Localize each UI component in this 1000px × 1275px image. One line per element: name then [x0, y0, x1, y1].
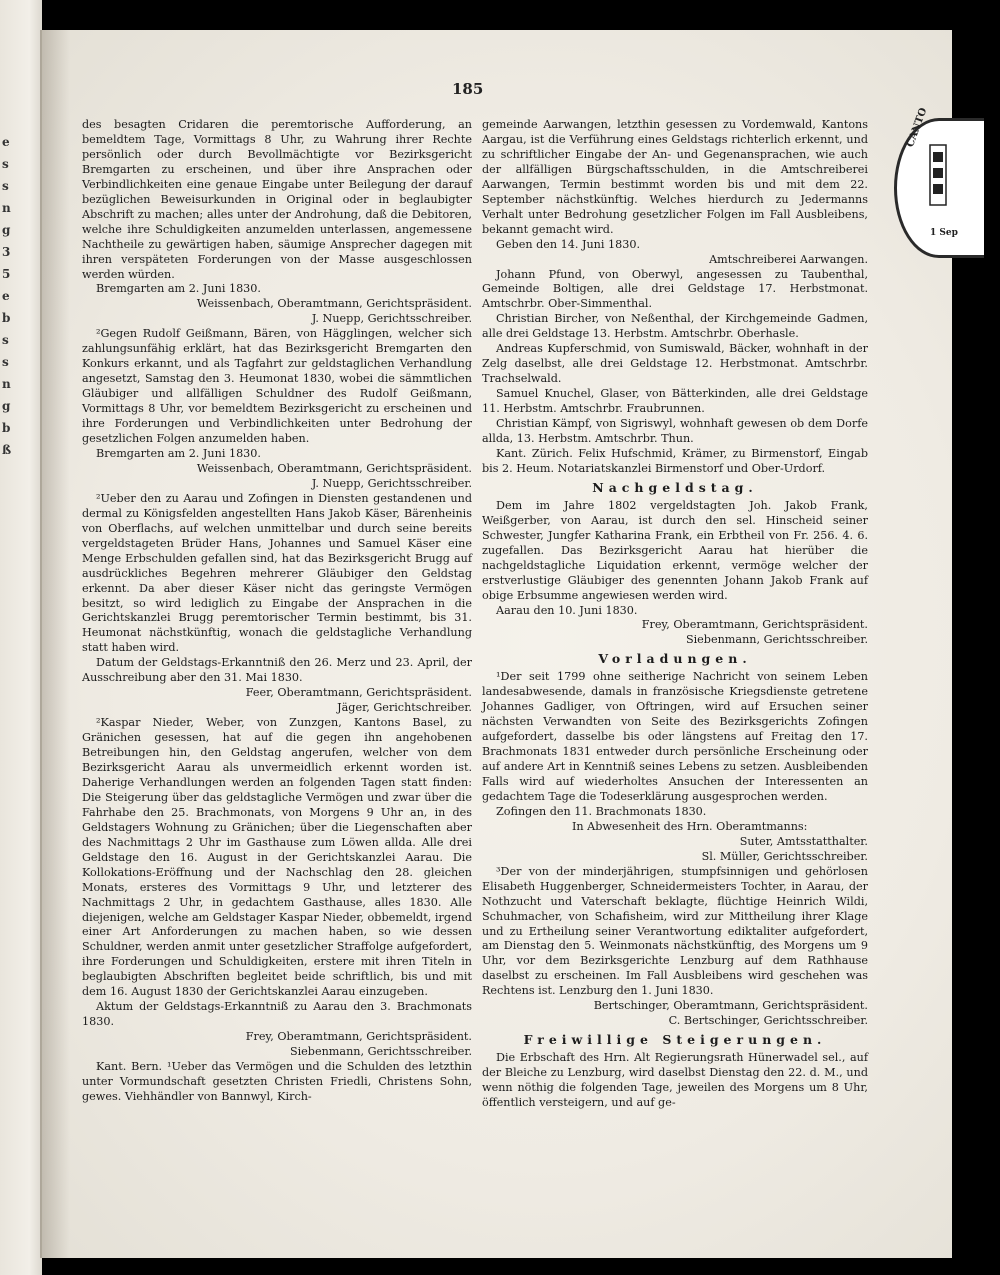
left-paragraph-2: Weissenbach, Oberamtmann, Gerichtspräsident. [196, 297, 472, 311]
left-paragraph-4: ²Gegen Rudolf Geißmann, Bären, von Hägglingen, welcher sich zahlungsunfähig erklärt, hat das Bezirksgericht Bremgarten den Konkurs erkannt, und als Tagfahrt zur geldstaglichen Verhandlung angesetzt, Samstag den 3. Heumonat 1830, wobei die sämmtlichen Gläubiger und allfälligen Schuldner des Rudolf Geißmann, Vormittags 8 Uhr, vor bemeldtem Bezirksgericht zu erscheinen und ihre Forderungen und Verbindlichkeiten unter Bedrohung der gesetzlichen Folgen anzumelden haben. [82, 327, 472, 446]
prev-page-fragment: s [2, 157, 9, 171]
right-paragraph-16: Zofingen den 11. Brachmonats 1830. [496, 804, 707, 818]
left-paragraph-15: Siebenmann, Gerichtsschreiber. [289, 1045, 472, 1059]
right-paragraph-1: Geben den 14. Juni 1830. [496, 237, 641, 251]
right-paragraph-9: Nachgeldstag. [592, 479, 758, 495]
prev-page-fragment: n [2, 377, 11, 391]
prev-page-fragment: g [2, 399, 11, 413]
right-paragraph-14: Vorladungen. [598, 651, 752, 667]
left-paragraph-1: Bremgarten am 2. Juni 1830. [96, 282, 261, 296]
prev-page-fragment: e [2, 289, 10, 303]
left-paragraph-0: des besagten Cridaren die peremtorische Aufforderung, an bemeldtem Tage, Vormittags 8 Uhr, zu Wahrung ihrer Rechte persönlich oder durch Bevollmächtigte vor Bezirksgericht Bremgarten zu erscheinen, und über ihre Ansprachen oder Verbindlichkeiten eine genaue Eingabe unter Beilegung der darauf bezüglichen Beweisurkunden in Original oder in beglaubigter Abschrift zu machen; alles unter der Androhung, daß die Debitoren, welche ihre Schuldigkeiten anzumelden unterlassen, angemessene Nachtheile zu gewärtigen haben, säumige Ansprecher dagegen mit ihren verspäteten Forderungen von der Masse ausgeschlossen werden würden. [82, 118, 472, 281]
right-paragraph-3: Johann Pfund, von Oberwyl, angesessen zu Taubenthal, Gemeinde Boltigen, alle drei Geldstage 17. Herbstmonat. Amtschrbr. Ober-Simmenthal. [482, 267, 868, 311]
right-paragraph-12: Frey, Oberamtmann, Gerichtspräsident. [641, 618, 868, 632]
left-paragraph-6: Weissenbach, Oberamtmann, Gerichtspräsident. [196, 461, 472, 475]
right-paragraph-8: Kant. Zürich. Felix Hufschmid, Krämer, zu Birmenstorf, Eingab bis 2. Heum. Notariatskanzlei Birmenstorf und Ober-Urdorf. [482, 446, 868, 475]
previous-page-edge [0, 0, 42, 1275]
left-paragraph-7: J. Nuepp, Gerichtsschreiber. [311, 476, 472, 490]
left-paragraph-8: ²Ueber den zu Aarau und Zofingen in Diensten gestandenen und dermal zu Königsfelden angestellten Hans Jakob Käser, Bärenheinis von Oberflachs, auf welchen unmittelbar und durch seine bereits vergeldstageten Brüder Hans, Johannes und Samuel Käser eine Menge Erbschulden gefallen sind, hat das Bezirksgericht Brugg auf ausdrückliches Begehren mehrerer Gläubiger den Geldstag erkennt. Da aber dieser Käser nicht das geringste Vermögen besitzt, so wird lediglich zu Eingabe der Ansprachen in die Gerichtskanzlei Brugg peremtorischer Termin bestimmt, bis 31. Heumonat nächstkünftig, wonach die geldstagliche Verhandlung statt haben wird. [82, 491, 472, 655]
left-paragraph-16: Kant. Bern. ¹Ueber das Vermögen und die Schulden des letzthin unter Vormundschaft gesetzten Christen Friedli, Christens Sohn, gewes. Viehhändler von Bannwyl, Kirch- [82, 1060, 472, 1103]
right-paragraph-23: Freiwillige Steigerungen. [523, 1032, 827, 1048]
right-column [482, 118, 868, 1111]
left-paragraph-10: Feer, Oberamtmann, Gerichtspräsident. [245, 686, 472, 700]
prev-page-fragment: ß [2, 443, 12, 457]
right-paragraph-2: Amtschreiberei Aarwangen. [709, 252, 868, 266]
right-paragraph-4: Christian Bircher, von Neßenthal, der Kirchgemeinde Gadmen, alle drei Geldstage 13. Herbstm. Amtschrbr. Oberhasle. [482, 312, 868, 341]
left-paragraph-5: Bremgarten am 2. Juni 1830. [96, 446, 261, 460]
right-paragraph-24: Die Erbschaft des Hrn. Alt Regierungsrath Hünerwadel sel., auf der Bleiche zu Lenzburg, wird daselbst Dienstag den 22. d. M., und wenn nöthig die folgenden Tage, jeweilen des Morgens um 8 Uhr, öffentlich versteigern, und auf ge- [482, 1051, 868, 1109]
right-paragraph-6: Samuel Knuchel, Glaser, von Bätterkinden, alle drei Geldstage 11. Herbstm. Amtschrbr. Fraubrunnen. [482, 387, 868, 416]
prev-page-fragment: n [2, 201, 11, 215]
right-paragraph-5: Andreas Kupferschmid, von Sumiswald, Bäcker, wohnhaft in der Zelg daselbst, alle drei Geldstage 12. Herbstmonat. Amtschrbr. Trachselwald. [482, 342, 868, 386]
page-number: 185 [452, 80, 484, 98]
right-paragraph-7: Christian Kämpf, von Sigriswyl, wohnhaft gewesen ob dem Dorfe allda, 13. Herbstm. Amtschrbr. Thun. [482, 417, 868, 446]
prev-page-fragment: g [2, 223, 11, 237]
right-paragraph-10: Dem im Jahre 1802 vergeldstagten Joh. Jakob Frank, Weißgerber, von Aarau, ist durch den sel. Hinscheid seiner Schwester, Jungfer Katharina Frank, ein Erbtheil von Fr. 256. 4. 6. zugefallen. Das Bezirksgericht Aarau hat hierüber die nachgeldstagliche Liquidation erkennt, vermöge welcher der erstverlustige Gläubiger des genennten Johann Jakob Frank auf obige Erbsumme angewiesen werden wird. [482, 498, 868, 602]
left-paragraph-13: Aktum der Geldstags-Erkanntniß zu Aarau den 3. Brachmonats 1830. [82, 1000, 472, 1029]
stamp-text: CANTO [905, 106, 930, 149]
prev-page-fragment: 3 [2, 245, 11, 259]
left-paragraph-3: J. Nuepp, Gerichtsschreiber. [311, 312, 472, 326]
right-paragraph-15: ¹Der seit 1799 ohne seitherige Nachricht von seinem Leben landesabwesende, damals in französische Kriegsdienste getretene Johannes Gadliger, von Oftringen, wird auf Ersuchen seiner nächsten Verwandten von Seite des Bezirksgerichts Zofingen aufgefordert, dasselbe bis oder längstens auf Freitag den 17. Brachmonats 1831 entweder durch persönliche Erscheinung oder auf andere Art in Kenntniß seines Lebens zu setzen. Ausbleibenden Falls wird auf wiederholtes Ansuchen der Interessenten an gedachtem Tage die Todeserklärung ausgesprochen werden. [482, 670, 868, 803]
right-paragraph-18: Suter, Amtsstatthalter. [739, 834, 868, 848]
prev-page-fragment: b [2, 311, 11, 325]
prev-page-fragment: e [2, 135, 10, 149]
prev-page-fragment: s [2, 333, 9, 347]
right-paragraph-20: ³Der von der minderjährigen, stumpfsinnigen und gehörlosen Elisabeth Huggenberger, Schneidermeisters Tochter, in Aarau, der Nothzucht und Vaterschaft beklagte, flüchtige Heinrich Wildi, Schuhmacher, von Schafisheim, wird zur Mittheilung ihrer Klage und zu Ertheilung seiner Verantwortung ediktaliter aufgefordert, am Dienstag den 5. Weinmonats nächstkünftig, des Morgens um 9 Uhr, vor dem Bezirksgerichte Lenzburg auf dem Rathhause daselbst zu erscheinen. Im Fall Ausbleibens wird geschehen was Rechtens ist. Lenzburg den 1. Juni 1830. [482, 864, 868, 998]
left-paragraph-14: Frey, Oberamtmann, Gerichtspräsident. [245, 1030, 472, 1044]
right-paragraph-22: C. Bertschinger, Gerichtsschreiber. [668, 1014, 868, 1028]
prev-page-fragment: s [2, 355, 9, 369]
prev-page-fragment: 5 [2, 267, 11, 281]
page-gutter-shadow [40, 30, 70, 1258]
right-paragraph-21: Bertschinger, Oberamtmann, Gerichtspräsident. [593, 999, 868, 1013]
left-column [82, 118, 472, 1105]
right-paragraph-11: Aarau den 10. Juni 1830. [496, 603, 638, 617]
right-paragraph-0: gemeinde Aarwangen, letzthin gesessen zu Vordemwald, Kantons Aargau, ist die Verführung eines Geldstags richterlich erkennt, und zu schriftlicher Eingabe der An- und Gegenansprachen, wie auch der allfälligen Bürgschaftsschulden, in die Amtschreiberei Aarwangen, Termin bestimmt worden bis und mit dem 22. September nächstkünftig. Welches hierdurch zu Jedermanns Verhalt unter Bedrohung gesetzlicher Folgen im Fall Ausbleibens, bekannt gemacht wird. [482, 118, 868, 236]
left-paragraph-11: Jäger, Gerichtschreiber. [337, 701, 472, 715]
right-paragraph-17: In Abwesenheit des Hrn. Oberamtmanns: [572, 819, 808, 833]
left-paragraph-12: ²Kaspar Nieder, Weber, von Zunzgen, Kantons Basel, zu Gränichen gesessen, hat auf die gegen ihn angehobenen Betreibungen hin, den Geldstag angerufen, welcher von dem Bezirksgericht Aarau als unvermeidlich erkennt worden ist. Daherige Verhandlungen werden an folgenden Tagen statt finden: Die Steigerung über das geldstagliche Vermögen und zwar über die Fahrhabe den 25. Brachmonats, von Morgens 9 Uhr an, in des Geldstagers Wohnung zu Gränichen; über die Liegenschaften aber des Nachmittags 2 Uhr im Gasthause zum Löwen allda. Alle drei Geldstage den 16. August in der Gerichtskanzlei Aarau. Die Kollokations-Eröffnung und der Nachschlag den 28. gleichen Monats, ersteres des Vormittags 9 Uhr, und letzterer des Nachmittags 2 Uhr, in gedachtem Gasthause, alles 1830. Alle diejenigen, welche am Geldstager Kaspar Nieder, obbemeldt, irgend einer Art Anforderungen zu machen haben, so wie dessen Schuldner, werden anmit unter gesetzlicher Straffolge aufgefordert, ihre Forderungen und Schuldigkeiten, erstere mit ihren Titeln in beglaubigten Abschriften begleitet beide schriftlich, bis und mit dem 16. August 1830 der Gerichtskanzlei Aarau einzugeben. [82, 716, 472, 999]
stamp-emblem-icon [928, 140, 948, 215]
prev-page-fragment: s [2, 179, 9, 193]
prev-page-fragment: b [2, 421, 11, 435]
right-paragraph-13: Siebenmann, Gerichtsschreiber. [685, 633, 868, 647]
right-paragraph-19: Sl. Müller, Gerichtsschreiber. [701, 849, 868, 863]
stamp-date: 1 Sep [930, 228, 958, 238]
left-paragraph-9: Datum der Geldstags-Erkanntniß den 26. Merz und 23. April, der Ausschreibung aber den 31. Mai 1830. [82, 656, 472, 685]
